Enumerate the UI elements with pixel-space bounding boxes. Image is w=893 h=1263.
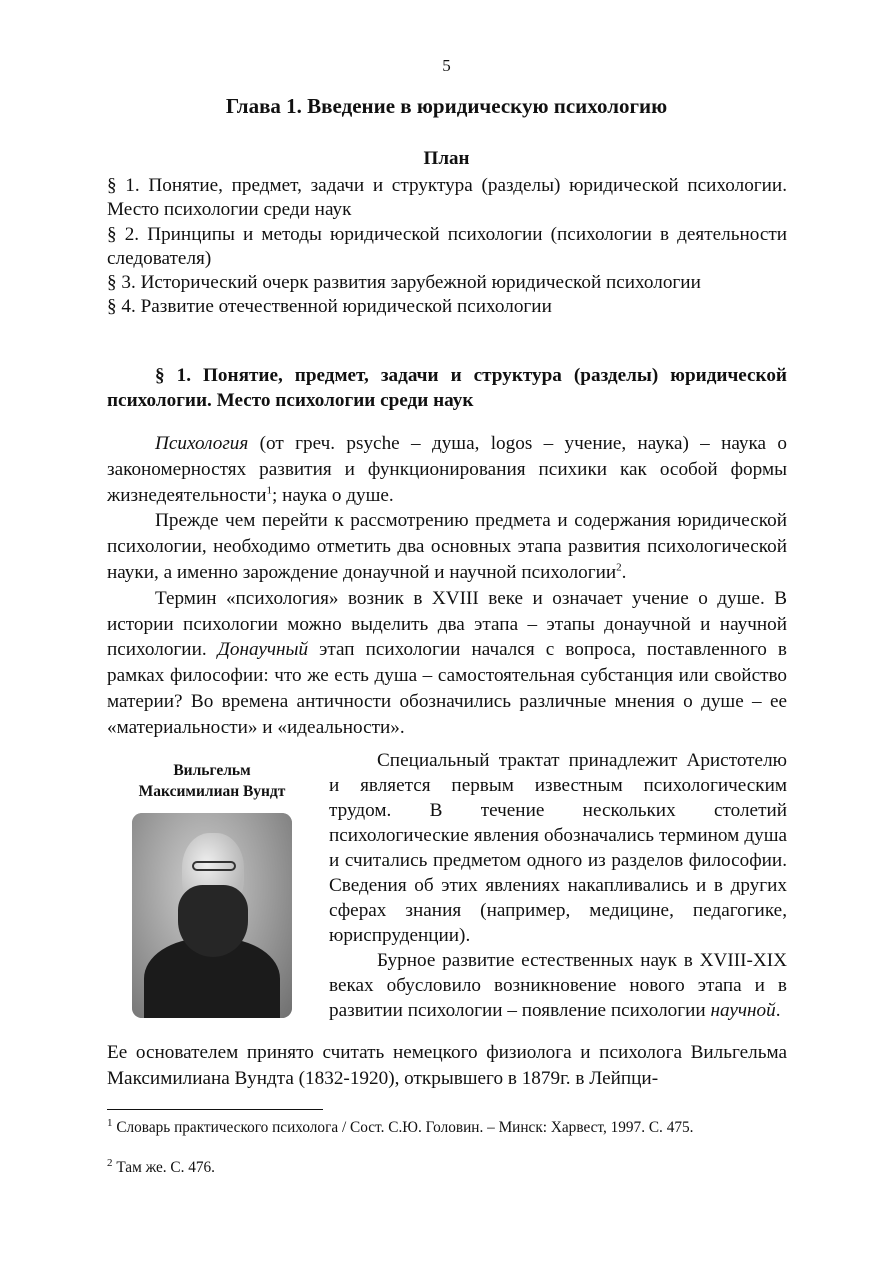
figure-wrap-section xyxy=(107,748,787,1023)
chapter-title: Глава 1. Введение в юридическую психологию xyxy=(225,94,668,118)
footnote-text: Там же. С. 476. xyxy=(112,1159,216,1176)
caption-line: Вильгельм xyxy=(173,762,251,779)
paragraph-term-history xyxy=(107,586,787,741)
stages-after: . xyxy=(621,561,627,583)
definition-after: ; наука о душе. xyxy=(271,484,394,506)
portrait-caption xyxy=(107,760,317,802)
footnote-divider xyxy=(107,1109,323,1110)
footnote-ref[interactable]: 1 xyxy=(266,484,272,497)
footnote-mark: 1 xyxy=(107,1116,113,1129)
page-number: 5 xyxy=(442,56,451,75)
paragraph-stages xyxy=(107,508,787,585)
caption-line: Максимилиан Вундт xyxy=(138,783,286,800)
scientific-text: Бурное развитие естественных наук в XVIII-XIX веках обусловило возникновение нового этапа и в развитии психологии – появление психологии xyxy=(329,950,787,1021)
footnote-mark: 2 xyxy=(107,1156,113,1169)
stages-text: Прежде чем перейти к рассмотрению предмета и содержания юридической психологии, необходимо отметить два основных этапа развития психологической науки, а именно зарождение донаучной и научной психологии xyxy=(107,510,787,583)
definition-text: (от греч. psyche – душа, logos – учение, наука) – наука о закономерностях развития и функционирования психики как особой формы жизнедеятельности xyxy=(107,433,787,506)
paragraph-definition xyxy=(107,431,787,508)
continuation-text xyxy=(107,1040,787,1092)
footnote xyxy=(107,1158,787,1177)
plan-item: § 3. Исторический очерк развития зарубежной юридической психологии xyxy=(107,272,701,294)
term-history-text-1: Термин «психология» возник в XVIII веке и означает учение о душе. В истории психологии можно выделить два этапа – этапы донаучной и научной психологии. xyxy=(107,587,787,661)
body-text xyxy=(107,431,787,741)
plan-item: § 2. Принципы и методы юридической психологии (психологии в деятельности следователя) xyxy=(107,223,787,269)
term-psychology: Психология xyxy=(155,433,249,454)
plan-list xyxy=(107,174,787,320)
portrait-photo xyxy=(132,813,292,1018)
portrait-figure xyxy=(107,748,317,1018)
footnote-text: Словарь практического психолога / Сост. С.Ю. Головин. – Минск: Харвест, 1997. С. 475. xyxy=(112,1119,694,1136)
section-title: § 1. Понятие, предмет, задачи и структура (разделы) юридической психологии. Место психологии среди наук xyxy=(107,365,787,411)
plan-item: § 4. Развитие отечественной юридической психологии xyxy=(107,296,552,318)
scientific-after: . xyxy=(775,1000,781,1021)
footnote-ref[interactable]: 2 xyxy=(616,561,622,574)
plan-item: § 1. Понятие, предмет, задачи и структура (разделы) юридической психологии. Место психологии среди наук xyxy=(107,175,787,221)
paragraph-wundt: Ее основателем принято считать немецкого физиолога и психолога Вильгельма Максимилиана Вундта (1832-1920), открывшего в 1879г. в Лейпци- xyxy=(107,1042,787,1089)
paragraph-aristotle: Специальный трактат принадлежит Аристотелю и является первым известным психологическим трудом. В течение нескольких столетий психологические явления обозначались термином душа и считались предметом одного из разделов философии. Сведения об этих явлениях накапливались и в других сферах знания (например, медицине, педагогике, юриспруденции). xyxy=(329,750,787,946)
prescientific-italic: Донаучный xyxy=(217,639,309,661)
plan-title: План xyxy=(423,148,470,169)
term-history-text-2: этап психологии начался с вопроса, поставленного в рамках философии: что же есть душа – самостоятельная субстанция или свойство материи? Во времена античности обозначились различные мнения о душе – ее «материальности» и «идеальности». xyxy=(107,639,787,738)
scientific-italic: научной xyxy=(710,1000,776,1021)
footnote xyxy=(107,1118,787,1137)
